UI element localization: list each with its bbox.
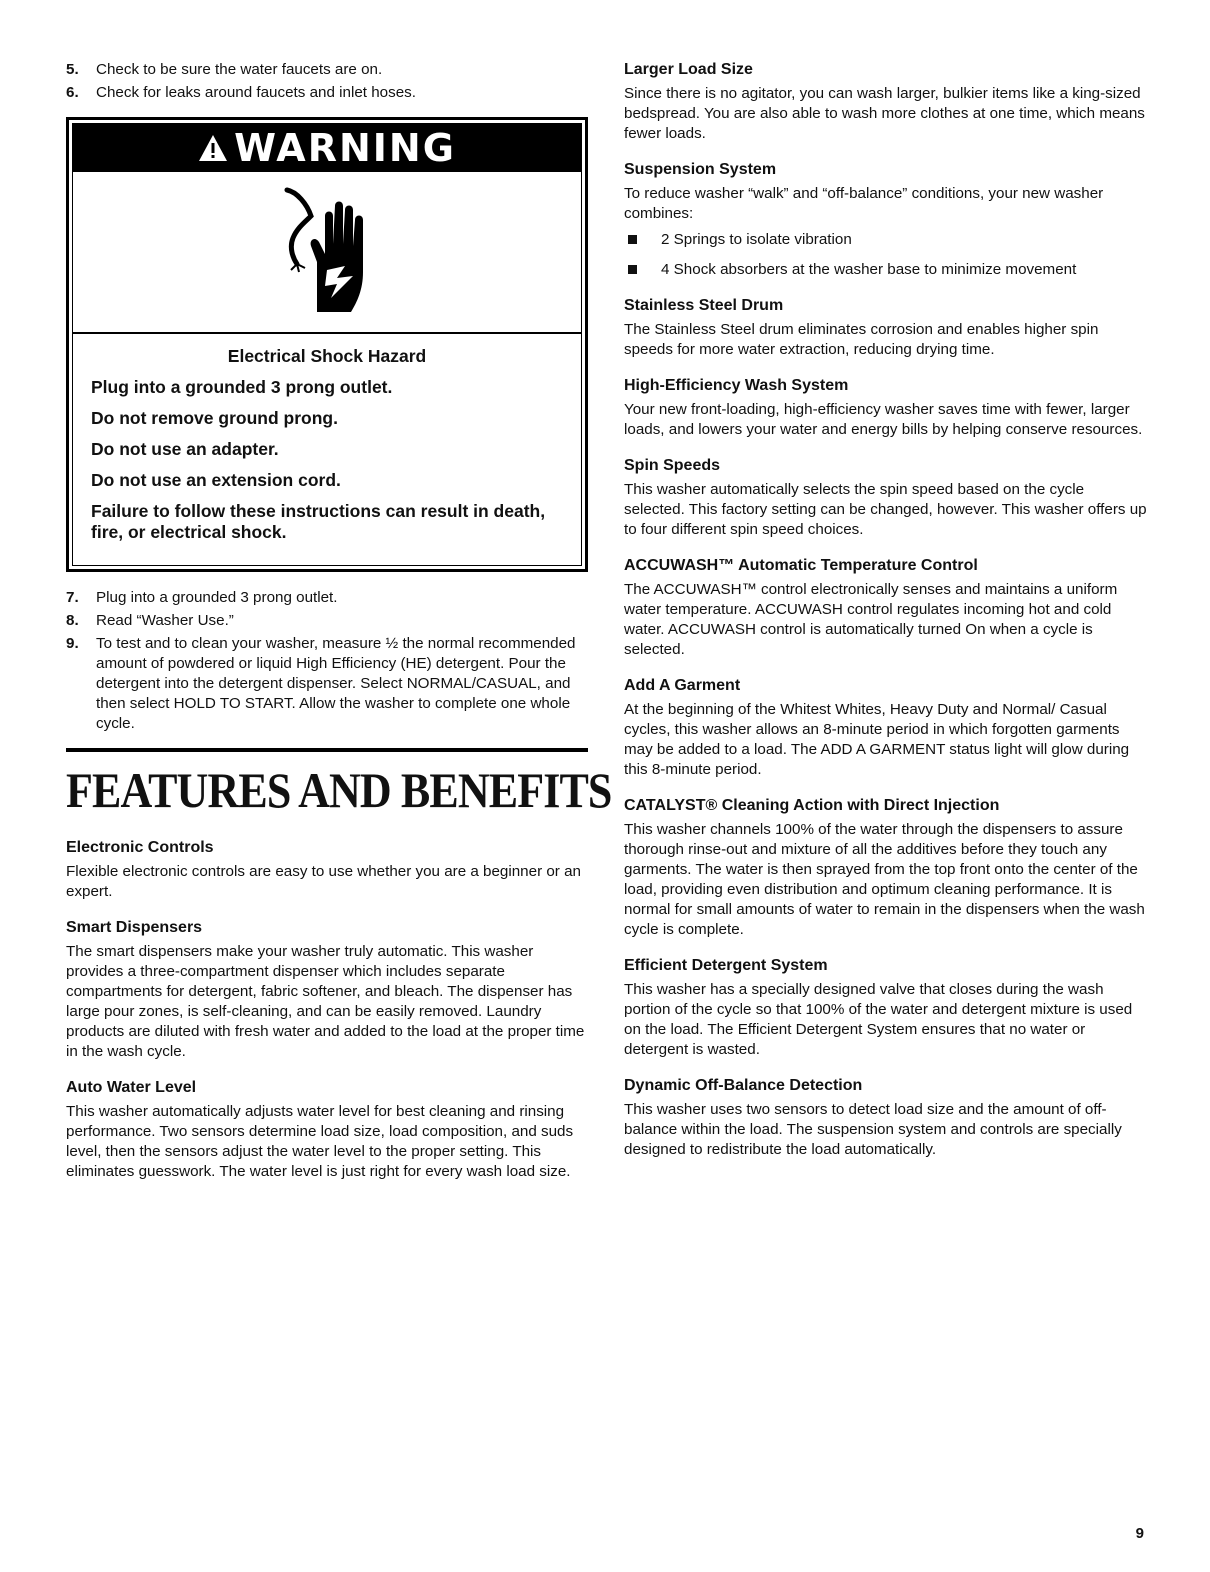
feature-title: Smart Dispensers xyxy=(66,919,203,936)
feature-body: The smart dispensers make your washer truly automatic. This washer provides a three-compartment dispenser which includes separate compartments for detergent, fabric softener, and bleach. The dispenser has large pour zones, is self-cleaning, and can be easily removed. Laundry products are diluted with fresh water and added to the load at the proper time in the wash cycle. xyxy=(66,943,585,1060)
feature-body: This washer channels 100% of the water through the dispensers to assure thorough rinse-out and mixture of all the additives before they touch any garments. The water is then sprayed from the top front onto the center of the load, providing even distribution and optimum cleaning performance. It is normal for small amounts of water to remain in the dispensers when the wash cycle is complete. xyxy=(624,821,1145,938)
bullet-item xyxy=(624,260,1148,280)
feature-body: At the beginning of the Whitest Whites, Heavy Duty and Normal/ Casual cycles, this washer allows an 8-minute period in which forgotten garments may be added to a load. The ADD A GARMENT status light will glow during this 8-minute period. xyxy=(624,701,1130,778)
warning-body xyxy=(69,334,585,569)
feature-title: Spin Speeds xyxy=(624,457,721,474)
step-number: 7. xyxy=(66,589,79,606)
feature-title: Larger Load Size xyxy=(624,61,753,78)
warning-header-text: WARNING xyxy=(234,126,456,170)
warning-line: Do not use an adapter. xyxy=(91,439,279,459)
feature-body: The Stainless Steel drum eliminates corrosion and enables higher spin speeds for more water extraction, reducing drying time. xyxy=(624,321,1099,358)
feature-title: Auto Water Level xyxy=(66,1079,197,1096)
feature-title: Suspension System xyxy=(624,161,777,178)
bullet-square-icon xyxy=(628,235,637,244)
warning-header xyxy=(73,124,581,172)
step-number: 6. xyxy=(66,84,79,101)
feature-title: CATALYST® Cleaning Action with Direct Injection xyxy=(624,797,1000,814)
bullet-text: 2 Springs to isolate vibration xyxy=(661,231,852,248)
right-column xyxy=(624,60,1148,1176)
warning-line: Do not use an extension cord. xyxy=(91,470,341,490)
warning-box xyxy=(66,117,588,572)
step-number: 8. xyxy=(66,612,79,629)
feature-body: This washer automatically adjusts water level for best cleaning and rinsing performance. Two sensors determine load size, load composition, and suds level, then the sensors adjust the water level to the proper setting. This eliminates guesswork. The water level is just right for every wash load size. xyxy=(66,1103,574,1180)
page-number: 9 xyxy=(1135,1525,1144,1542)
feature-body: Flexible electronic controls are easy to use whether you are a beginner or an expert. xyxy=(66,863,581,900)
step-text: Plug into a grounded 3 prong outlet. xyxy=(96,589,338,606)
warning-line: Plug into a grounded 3 prong outlet. xyxy=(91,377,393,397)
bullet-text: 4 Shock absorbers at the washer base to minimize movement xyxy=(661,261,1077,278)
step-text: Check to be sure the water faucets are on. xyxy=(96,61,383,78)
step-6 xyxy=(66,83,590,103)
step-7 xyxy=(66,588,590,608)
feature-title: Stainless Steel Drum xyxy=(624,297,784,314)
warning-triangle-icon xyxy=(198,134,228,162)
step-number: 5. xyxy=(66,61,79,78)
feature-title: ACCUWASH™ Automatic Temperature Control xyxy=(624,557,978,574)
step-number: 9. xyxy=(66,635,79,652)
step-9 xyxy=(66,634,590,734)
feature-title: Add A Garment xyxy=(624,677,741,694)
bullet-item xyxy=(624,230,1148,250)
feature-body: This washer has a specially designed valve that closes during the wash portion of the cycle so that 100% of the water and detergent mixture is used on the load. The Efficient Detergent System ensures that no water or detergent is wasted. xyxy=(624,981,1133,1058)
step-text: Read “Washer Use.” xyxy=(96,612,234,629)
bullet-square-icon xyxy=(628,265,637,274)
feature-title: Dynamic Off-Balance Detection xyxy=(624,1077,863,1094)
feature-title: High-Efficiency Wash System xyxy=(624,377,849,394)
feature-title: Electronic Controls xyxy=(66,839,214,856)
step-8 xyxy=(66,611,590,631)
warning-line: Failure to follow these instructions can result in death, fire, or electrical shock. xyxy=(91,501,546,542)
feature-title: Efficient Detergent System xyxy=(624,957,828,974)
feature-body: The ACCUWASH™ control electronically senses and maintains a uniform water temperature. ACCUWASH control regulates incoming hot and cold water. ACCUWASH control is automatically turned On when a cycle is selected. xyxy=(624,581,1118,658)
step-text: Check for leaks around faucets and inlet hoses. xyxy=(96,84,416,101)
step-text: To test and to clean your washer, measure ½ the normal recommended amount of powdered or liquid High Efficiency (HE) detergent. Pour the detergent into the detergent dispenser. Select NORMAL/CASUAL, and then select HOLD TO START. Allow the washer to complete one whole cycle. xyxy=(96,635,576,732)
left-column xyxy=(66,60,612,1198)
electric-shock-hand-icon xyxy=(267,182,387,322)
feature-body: Since there is no agitator, you can wash larger, bulkier items like a king-sized bedspread. You are also able to wash more clothes at one time, which means fewer loads. xyxy=(624,85,1145,142)
feature-body: This washer automatically selects the spin speed based on the cycle selected. This factory setting can be changed, however. This washer offers up to four different spin speed choices. xyxy=(624,481,1147,538)
shock-hazard-pictogram xyxy=(73,172,581,334)
hazard-title: Electrical Shock Hazard xyxy=(227,346,427,366)
feature-body: Your new front-loading, high-efficiency washer saves time with fewer, larger loads, and lowers your water and energy bills by helping conserve resources. xyxy=(624,401,1143,438)
warning-line: Do not remove ground prong. xyxy=(91,408,338,428)
feature-body: To reduce washer “walk” and “off-balance” conditions, your new washer combines: xyxy=(624,185,1104,222)
section-title: FEATURES AND BENEFITS xyxy=(66,762,612,818)
feature-body: This washer uses two sensors to detect load size and the amount of off-balance within the load. The suspension system and controls are specially designed to redistribute the load automatically. xyxy=(624,1101,1122,1158)
step-5 xyxy=(66,60,590,80)
section-divider xyxy=(66,748,588,752)
